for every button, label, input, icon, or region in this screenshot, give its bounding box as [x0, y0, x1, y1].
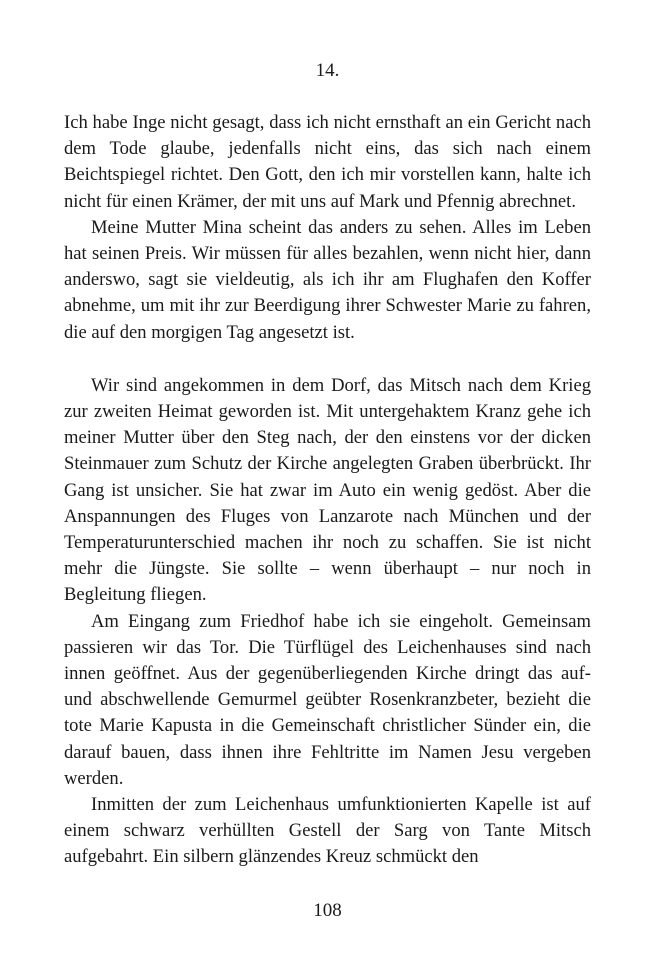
paragraph-2: Meine Mutter Mina scheint das anders zu sehen. Alles im Leben hat seinen Preis. Wir müssen für alles bezahlen, wenn nicht hier, dann anderswo, sagt sie vieldeutig, als ich ihr am Flughafen den Koffer abnehme, um mit ihr zur Beerdigung ihrer Schwester Marie zu fahren, die auf den morgigen Tag angesetzt ist.: [64, 216, 591, 343]
paragraph-4: Am Eingang zum Friedhof habe ich sie eingeholt. Gemeinsam passieren wir das Tor. Die Türflügel des Leichenhauses sind nach innen geöffnet. Aus der gegenüberliegenden Kirche dringt das auf- und abschwellende Gemurmel geübter Rosenkranzbeter, bezieht die tote Marie Kapusta in die Gemeinschaft christlicher Sünder ein, die darauf bauen, dass ihnen ihre Fehltritte im Namen Jesu vergeben werden.: [64, 610, 591, 789]
page-number: 108: [313, 900, 342, 921]
paragraph-5: Inmitten der zum Leichenhaus umfunktionierten Kapelle ist auf einem schwarz verhüllten Gestell der Sarg von Tante Mitsch aufgebahrt. Ein silbern glänzendes Kreuz schmückt den: [64, 794, 591, 868]
body-text: [64, 110, 591, 871]
chapter-number: 14.: [315, 60, 340, 81]
paragraph-1: Ich habe Inge nicht gesagt, dass ich nicht ernsthaft an ein Gericht nach dem Tode glaube, jedenfalls nicht eins, das sich nach einem Beichtspiegel richtet. Den Gott, den ich mir vorstellen kann, halte ich nicht für einen Krämer, der mit uns auf Mark und Pfennig abrechnet.: [64, 112, 591, 212]
section-break: [64, 346, 591, 373]
paragraph-3: Wir sind angekommen in dem Dorf, das Mitsch nach dem Krieg zur zweiten Heimat geworden ist. Mit untergehaktem Kranz gehe ich meiner Mutter über den Steg nach, der den einstens vor der dicken Steinmauer zum Schutz der Kirche angelegten Graben überbrückt. Ihr Gang ist unsicher. Sie hat zwar im Auto ein wenig gedöst. Aber die Anspannungen des Fluges von Lanzarote nach München und der Temperaturunterschied machen ihr noch zu schaffen. Sie ist nicht mehr die Jüngste. Sie sollte – wenn überhaupt – nur noch in Begleitung fliegen.: [64, 374, 591, 606]
